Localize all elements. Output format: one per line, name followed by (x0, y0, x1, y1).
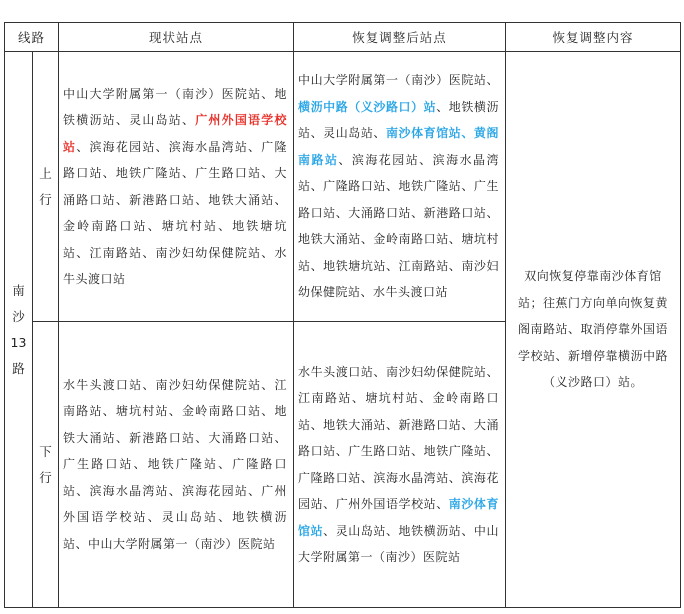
adjustment-content-cell (506, 52, 681, 608)
removed-station-text: 广州外国语学校站 (63, 113, 287, 154)
station-text: 中山大学附属第一（南沙）医院站、地铁横沥站、灵山岛站、 (63, 86, 288, 127)
adjustment-content-text: 双向恢复停靠南沙体育馆站；往蕉门方向单向恢复黄阁南路站、取消停靠外国语学校站、新增停靠横沥中路（义沙路口）站。 (518, 269, 669, 390)
direction-up-cell (33, 52, 59, 322)
direction-down-cell (33, 322, 59, 608)
route-char: 路 (12, 360, 25, 376)
station-text: 、地铁横沥站、灵山岛站、 (298, 99, 499, 141)
route-char: 南 (12, 282, 25, 298)
added-station-text: 南沙体育馆站 (298, 497, 499, 538)
added-station-text: 南沙体育馆站、黄阁南路站 (298, 126, 499, 167)
down-current-stations (59, 322, 294, 608)
up-adjusted-stations (294, 52, 506, 322)
station-text: 、灵山岛站、地铁横沥站、中山大学附属第一（南沙）医院站 (298, 523, 499, 564)
station-text: 水牛头渡口站、南沙妇幼保健院站、江南路站、塘坑村站、金岭南路口站、地铁大涌站、新港路口站、大涌路口站、广生路口站、地铁广隆站、广隆路口站、滨海水晶湾站、滨海花园站、广州外国语学校站、 (298, 364, 500, 511)
header-adjustment-content: 恢复调整内容 (506, 23, 681, 52)
down-adjusted-stations (294, 322, 506, 608)
header-adjusted-stations: 恢复调整后站点 (294, 23, 506, 52)
header-route: 线路 (5, 23, 59, 52)
direction-char: 上 (39, 165, 52, 181)
station-text: 水牛头渡口站、南沙妇幼保健院站、江南路站、塘坑村站、金岭南路口站、地铁大涌站、新港路口站、大涌路口站、广生路口站、地铁广隆站、广隆路口站、滨海水晶湾站、滨海花园站、广州外国语学校站、灵山岛站、地铁横沥站、中山大学附属第一（南沙）医院站 (63, 377, 288, 551)
added-station-text: 横沥中路（义沙路口）站 (298, 99, 437, 114)
direction-char: 下 (39, 443, 52, 459)
station-text: 中山大学附属第一（南沙）医院站、 (298, 73, 500, 88)
row-up (5, 52, 681, 322)
header-row (5, 23, 681, 52)
up-current-stations (59, 52, 294, 322)
header-current-stations: 现状站点 (59, 23, 294, 52)
route-adjustment-table (4, 22, 681, 608)
route-name-cell (5, 52, 33, 608)
station-text: 、滨海花园站、滨海水晶湾站、广隆路口站、地铁广隆站、广生路口站、大涌路口站、新港路口站、地铁大涌站、金岭南路口站、塘坑村站、地铁塘坑站、江南路站、南沙妇幼保健院站、水牛头渡口站 (298, 152, 500, 300)
route-char: 13 (10, 334, 27, 350)
station-text: 、滨海花园站、滨海水晶湾站、广隆路口站、地铁广隆站、广生路口站、大涌路口站、新港路口站、地铁大涌站、金岭南路口站、塘坑村站、地铁塘坑站、江南路站、南沙妇幼保健院站、水牛头渡口站 (63, 139, 288, 286)
direction-char: 行 (39, 469, 52, 485)
direction-char: 行 (39, 191, 52, 207)
route-char: 沙 (12, 308, 25, 324)
